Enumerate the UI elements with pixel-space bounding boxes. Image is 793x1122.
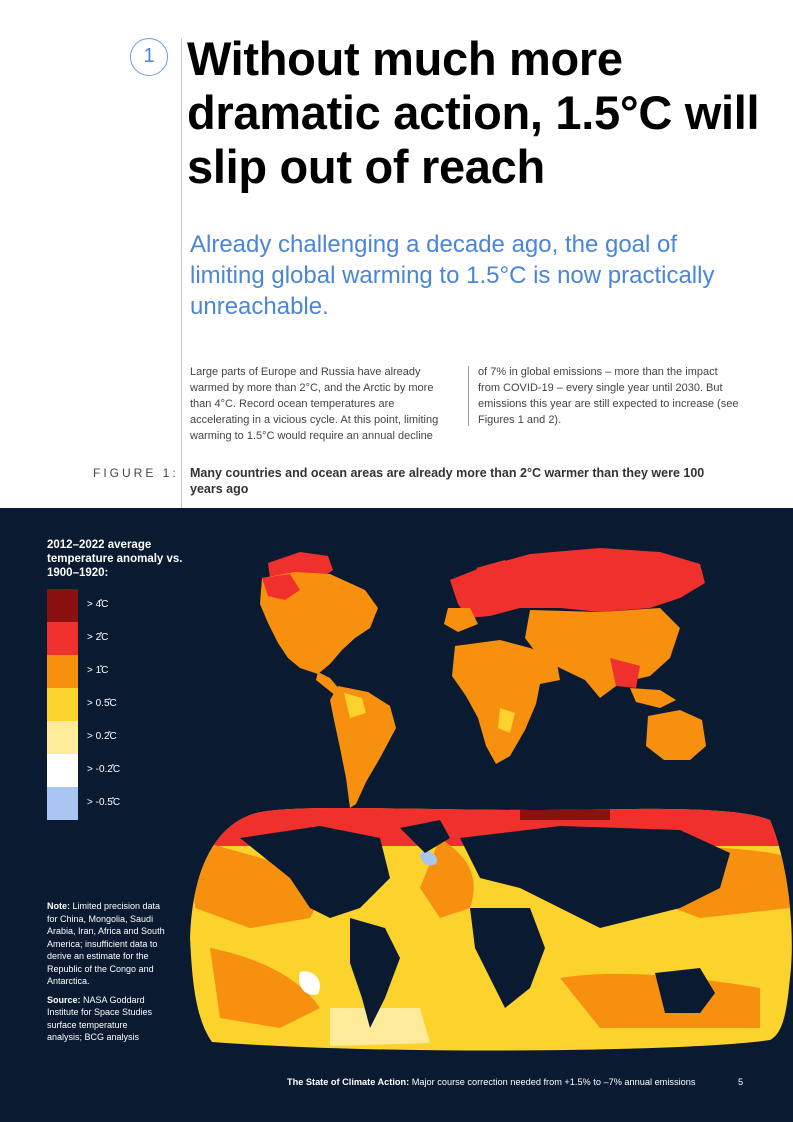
- legend-item: [47, 589, 167, 622]
- page-title: Without much more dramatic action, 1.5°C will slip out of reach: [187, 32, 760, 193]
- legend-item: [47, 721, 167, 754]
- legend: [47, 589, 167, 820]
- legend-swatch: [47, 589, 78, 622]
- note-label: Note:: [47, 901, 70, 911]
- column-divider: [468, 366, 469, 426]
- legend-item: [47, 622, 167, 655]
- legend-label: > 1̊C: [87, 665, 109, 676]
- legend-label: > 0.2̊C: [87, 731, 117, 742]
- legend-title: 2012–2022 average temperature anomaly vs. 1900–1920:: [47, 539, 183, 579]
- ocean-temperature-anomaly-map: [190, 804, 793, 1051]
- legend-item: [47, 754, 167, 787]
- legend-label: > -0.5̊C: [87, 797, 121, 808]
- footer-report-title: The State of Climate Action:: [287, 1077, 410, 1087]
- legend-swatch: [47, 754, 78, 787]
- source-label: Source:: [47, 994, 81, 1005]
- page-subtitle: Already challenging a decade ago, the goal of limiting global warming to 1.5°C is now practically unreachable.: [190, 231, 715, 320]
- legend-swatch: [47, 721, 78, 754]
- legend-swatch: [47, 622, 78, 655]
- figure-label: FIGURE 1:: [93, 466, 179, 480]
- page-number: 5: [738, 1077, 744, 1087]
- legend-label: > 0.5̊C: [87, 698, 117, 709]
- legend-swatch: [47, 688, 78, 721]
- page-footer: [287, 1077, 695, 1087]
- legend-item: [47, 787, 167, 820]
- figure-panel: [0, 508, 793, 1122]
- chapter-number-badge: 1: [130, 38, 168, 76]
- figure-caption: Many countries and ocean areas are already more than 2°C warmer than they were 100 years ago: [190, 466, 705, 496]
- note-text: Limited precision data for China, Mongolia, Saudi Arabia, Iran, Africa and South America; insufficient data to derive an estimate for the Republic of the Congo and Antarctica.: [47, 901, 165, 986]
- legend-item: [47, 655, 167, 688]
- legend-label: > -0.2̊C: [87, 764, 121, 775]
- legend-label: > 2̊C: [87, 632, 109, 643]
- figure-note: [47, 900, 165, 1050]
- legend-label: > 4̊C: [87, 599, 109, 610]
- body-column-2: of 7% in global emissions – more than the impact from COVID-19 – every single year until 2030. But emissions this year are still expected to increase (see Figures 1 and 2).: [478, 366, 739, 426]
- legend-swatch: [47, 787, 78, 820]
- margin-rule: [181, 38, 182, 508]
- land-temperature-anomaly-map: [260, 548, 706, 808]
- footer-report-subtitle: Major course correction needed from +1.5% to –7% annual emissions: [411, 1077, 696, 1087]
- source-text: NASA Goddard Institute for Space Studies surface temperature analysis; BCG analysis: [47, 994, 153, 1042]
- legend-item: [47, 688, 167, 721]
- legend-swatch: [47, 655, 78, 688]
- body-column-1: Large parts of Europe and Russia have already warmed by more than 2°C, and the Arctic by more than 4°C. Record ocean temperatures are accelerating in a vicious cycle. At this point, limiting warming to 1.5°C would require an annual decline: [190, 366, 439, 442]
